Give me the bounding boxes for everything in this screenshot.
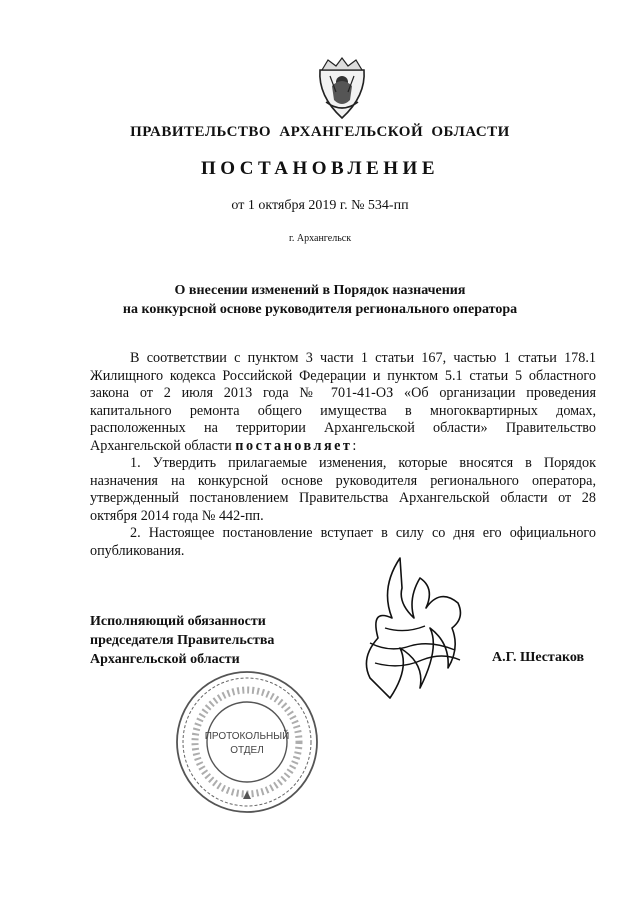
subject-line-1: О внесении изменений в Порядок назначения	[174, 283, 466, 298]
document-body	[90, 350, 596, 560]
signer-name: А.Г. Шестаков	[492, 650, 585, 665]
coat-of-arms-emblem	[314, 56, 370, 122]
document-date-number: от 1 октября 2019 г. № 534-пп	[231, 198, 409, 213]
subject-line-2: на конкурсной основе руководителя регионального оператора	[122, 302, 518, 317]
signer-title-line-1: Исполняющий обязанности	[90, 614, 266, 629]
document-type-title: ПОСТАНОВЛЕНИЕ	[200, 158, 440, 179]
intro-text: В соответствии с пунктом 3 части 1 статьи 167, частью 1 статьи 178.1 Жилищного кодекса Российской Федерации и пунктом 5.1 статьи 5 областного закона от 2 июля 2013 года № 701-41-ОЗ «Об организации проведения капитального ремонта общего имущества в многоквартирных домах, расположенных на территории Архангельской области» Правительство Архангельской области	[90, 350, 596, 454]
handwritten-signature	[330, 548, 480, 708]
government-name: ПРАВИТЕЛЬСТВО АРХАНГЕЛЬСКОЙ ОБЛАСТИ	[130, 124, 510, 140]
signer-title	[90, 612, 274, 669]
signer-title-line-2: председателя Правительства	[90, 633, 275, 648]
item-1-paragraph: 1. Утвердить прилагаемые изменения, которые вносятся в Порядок назначения на конкурсной основе руководителя регионального оператора, утвержденный постановлением Правительства Архангельской области от 28 октября 2014 года № 442-пп.	[90, 455, 596, 524]
item-2-paragraph: 2. Настоящее постановление вступает в силу со дня его официального опубликования.	[90, 525, 596, 559]
intro-paragraph: В соответствии с пунктом 3 части 1 статьи 167, частью 1 статьи 178.1 Жилищного кодекса Российской Федерации и пунктом 5.1 статьи 5 областного закона от 2 июля 2013 года № 701-41-ОЗ «Об организации проведения капитального ремонта общего имущества в многоквартирных домах, расположенных на территории Архангельской области» Правительство Архангельской области постановляет:	[90, 350, 596, 454]
decree-word: постановляет	[235, 437, 353, 454]
document-subject	[0, 281, 640, 319]
signer-title-line-3: Архангельской области	[90, 652, 240, 667]
seal-text-line-1: ПРОТОКОЛЬНЫЙ	[204, 731, 290, 742]
official-seal-stamp	[172, 667, 322, 817]
document-city: г. Архангельск	[288, 233, 352, 244]
seal-text-line-2: ОТДЕЛ	[230, 745, 264, 756]
